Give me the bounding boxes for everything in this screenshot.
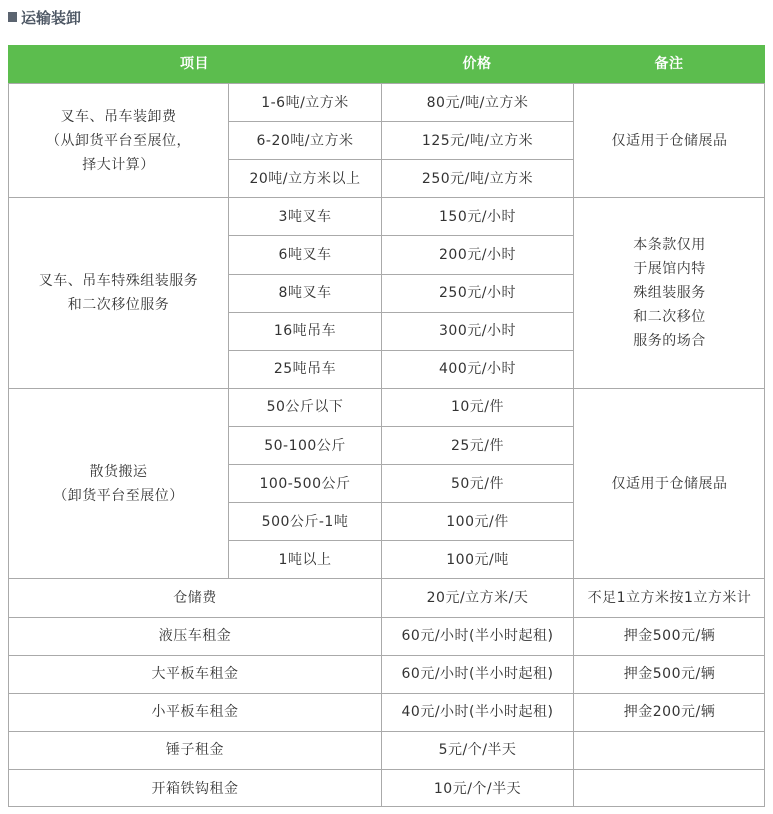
row-price: 10元/个/半天 xyxy=(381,769,573,807)
row-price: 60元/小时(半小时起租) xyxy=(381,655,573,693)
group2-price: 400元/小时 xyxy=(381,350,573,388)
group2-spec: 6吨叉车 xyxy=(228,235,381,273)
group2-spec: 25吨吊车 xyxy=(228,350,381,388)
row-item: 液压车租金 xyxy=(8,617,381,655)
group2-price: 200元/小时 xyxy=(381,235,573,273)
group1-spec: 6-20吨/立方米 xyxy=(228,121,381,159)
group2-price: 300元/小时 xyxy=(381,312,573,350)
header-item: 项目 xyxy=(8,45,381,83)
group2-price: 150元/小时 xyxy=(381,197,573,235)
group2-item: 叉车、吊车特殊组装服务 和二次移位服务 xyxy=(8,197,228,388)
row-note: 不足1立方米按1立方米计 xyxy=(573,578,765,616)
group3-price: 100元/吨 xyxy=(381,540,573,578)
row-item: 大平板车租金 xyxy=(8,655,381,693)
row-price: 5元/个/半天 xyxy=(381,731,573,769)
group2-spec: 8吨叉车 xyxy=(228,274,381,312)
group1-item: 叉车、吊车装卸费 （从卸货平台至展位， 择大计算） xyxy=(8,83,228,197)
section-title-text: 运输装卸 xyxy=(21,8,82,27)
group1-spec: 20吨/立方米以上 xyxy=(228,159,381,197)
group3-spec: 1吨以上 xyxy=(228,540,381,578)
row-price: 20元/立方米/天 xyxy=(381,578,573,616)
group3-item: 散货搬运 （卸货平台至展位） xyxy=(8,388,228,579)
square-bullet-icon xyxy=(8,12,17,22)
header-note: 备注 xyxy=(573,45,765,83)
row-note: 押金500元/辆 xyxy=(573,655,765,693)
group3-price: 50元/件 xyxy=(381,464,573,502)
group1-note: 仅适用于仓储展品 xyxy=(573,83,765,197)
group1-spec: 1-6吨/立方米 xyxy=(228,83,381,121)
group1-price: 80元/吨/立方米 xyxy=(381,83,573,121)
row-note: 押金500元/辆 xyxy=(573,617,765,655)
group3-price: 10元/件 xyxy=(381,388,573,426)
group3-price: 100元/件 xyxy=(381,502,573,540)
row-price: 60元/小时(半小时起租) xyxy=(381,617,573,655)
group3-price: 25元/件 xyxy=(381,426,573,464)
row-item: 锤子租金 xyxy=(8,731,381,769)
row-item: 仓储费 xyxy=(8,578,381,616)
row-price: 40元/小时(半小时起租) xyxy=(381,693,573,731)
group2-spec: 16吨吊车 xyxy=(228,312,381,350)
group2-spec: 3吨叉车 xyxy=(228,197,381,235)
group3-spec: 100-500公斤 xyxy=(228,464,381,502)
group1-price: 125元/吨/立方米 xyxy=(381,121,573,159)
group3-note: 仅适用于仓储展品 xyxy=(573,388,765,579)
group2-note: 本条款仅用 于展馆内特 殊组装服务 和二次移位 服务的场合 xyxy=(573,197,765,388)
row-note xyxy=(573,731,765,769)
group3-spec: 50公斤以下 xyxy=(228,388,381,426)
group1-price: 250元/吨/立方米 xyxy=(381,159,573,197)
group3-spec: 500公斤-1吨 xyxy=(228,502,381,540)
group3-spec: 50-100公斤 xyxy=(228,426,381,464)
section-title xyxy=(8,6,81,28)
row-note xyxy=(573,769,765,807)
price-table xyxy=(8,45,765,807)
group2-price: 250元/小时 xyxy=(381,274,573,312)
row-item: 小平板车租金 xyxy=(8,693,381,731)
row-item: 开箱铁钩租金 xyxy=(8,769,381,807)
row-note: 押金200元/辆 xyxy=(573,693,765,731)
header-price: 价格 xyxy=(381,45,573,83)
